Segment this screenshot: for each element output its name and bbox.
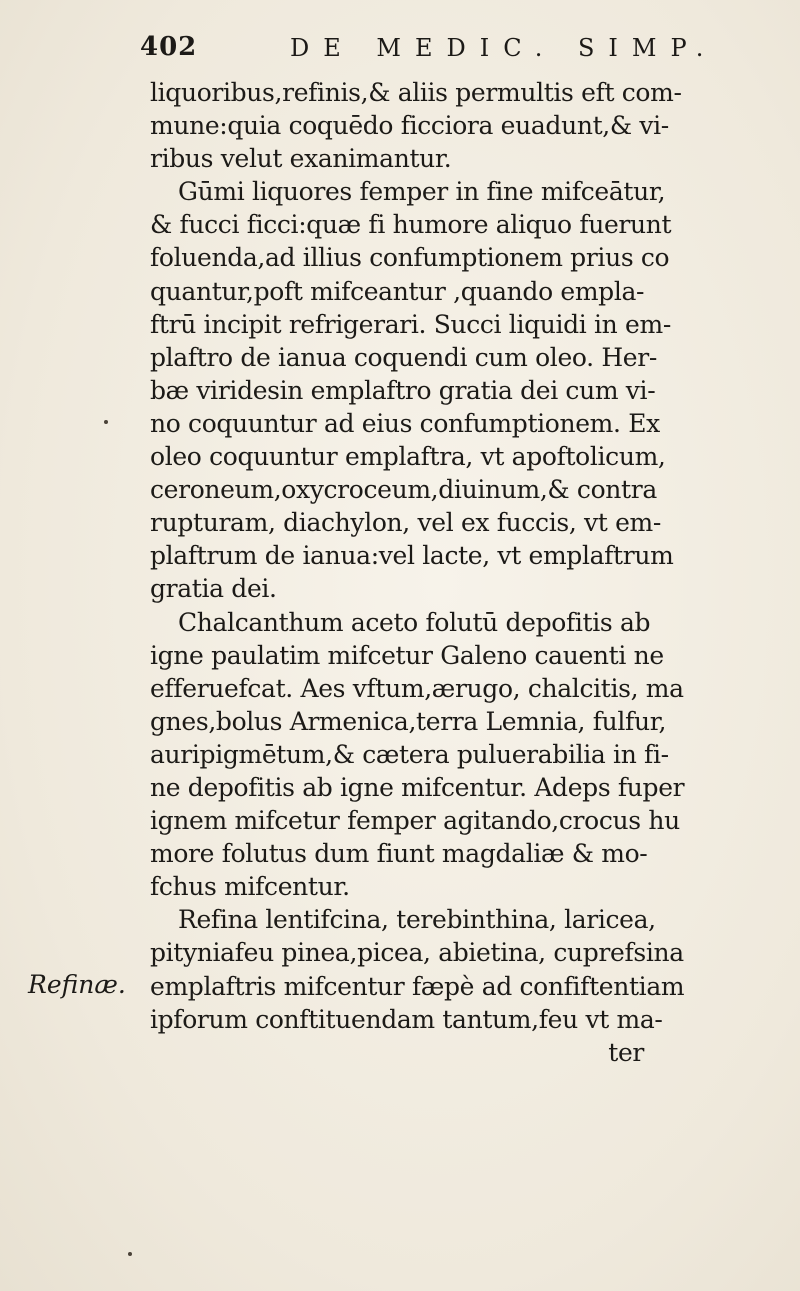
text-line: liquoribus,refinis,& aliis permultis eft com- [150,78,682,107]
ink-speck [104,420,108,424]
catchword: ter [608,1037,644,1067]
text-line: pityniafeu pinea,picea, abietina, cuprefsina [150,938,684,968]
text-line: foluenda,ad illius confumptionem prius co [150,243,670,273]
text-line: Chalcanthum aceto folutū depofitis ab [178,607,651,637]
text-line: oleo coquuntur emplaftra, vt apoftolicum, [150,442,666,472]
text-line: rupturam, diachylon, vel ex fuccis, vt em- [150,508,661,538]
text-line: & fucci ficci:quæ fi humore aliquo fuerunt [150,210,672,240]
text-line: auripigmētum,& cætera puluerabilia in fi- [150,739,669,769]
page-header [140,26,718,66]
text-line: Gūmi liquores femper in fine mifceātur, [178,177,666,207]
text-line: quantur,poft mifceantur ,quando empla- [150,276,645,306]
text-line: ribus velut exanimantur. [150,144,452,174]
text-line: more folutus dum fiunt magdaliæ & mo- [150,839,648,869]
text-line: gratia dei. [150,574,277,604]
text-line: fchus mifcentur. [150,872,350,902]
text-line: emplaftris mifcentur fæpè ad confiftentiam [150,971,685,1001]
text-line: ne depofitis ab igne mifcentur. Adeps fuper [150,772,685,802]
margin-note: Refinæ. [28,970,126,999]
text-line: ignem mifcetur femper agitando,crocus hu [150,806,680,836]
text-line: plaftrum de ianua:vel lacte, vt emplaftrum [150,541,674,571]
text-line: plaftro de ianua coquendi cum oleo. Her- [150,342,657,372]
text-line: ftrū incipit refrigerari. Succi liquidi in em- [150,309,671,339]
text-line: Refina lentifcina, terebinthina, laricea, [178,905,656,935]
page-number: 402 [140,32,198,62]
text-line: efferuefcat. Aes vftum,ærugo, chalcitis, ma [150,673,684,703]
text-line: ceroneum,oxycroceum,diuinum,& contra [150,475,657,505]
text-line: bæ viridesin emplaftro gratia dei cum vi- [150,375,656,405]
text-line: ipforum conftituendam tantum,feu vt ma- [150,1004,663,1034]
text-lines [150,76,685,1036]
body-text [150,76,685,1069]
text-line: mune:quia coquēdo ficciora euadunt,& vi- [150,111,669,141]
ink-speck [128,1252,132,1256]
running-head: DE MEDIC. SIMP. [290,34,718,62]
text-line: igne paulatim mifcetur Galeno cauenti ne [150,640,664,670]
text-line: no coquuntur ad eius confumptionem. Ex [150,408,660,438]
text-line: gnes,bolus Armenica,terra Lemnia, fulfur, [150,706,667,736]
